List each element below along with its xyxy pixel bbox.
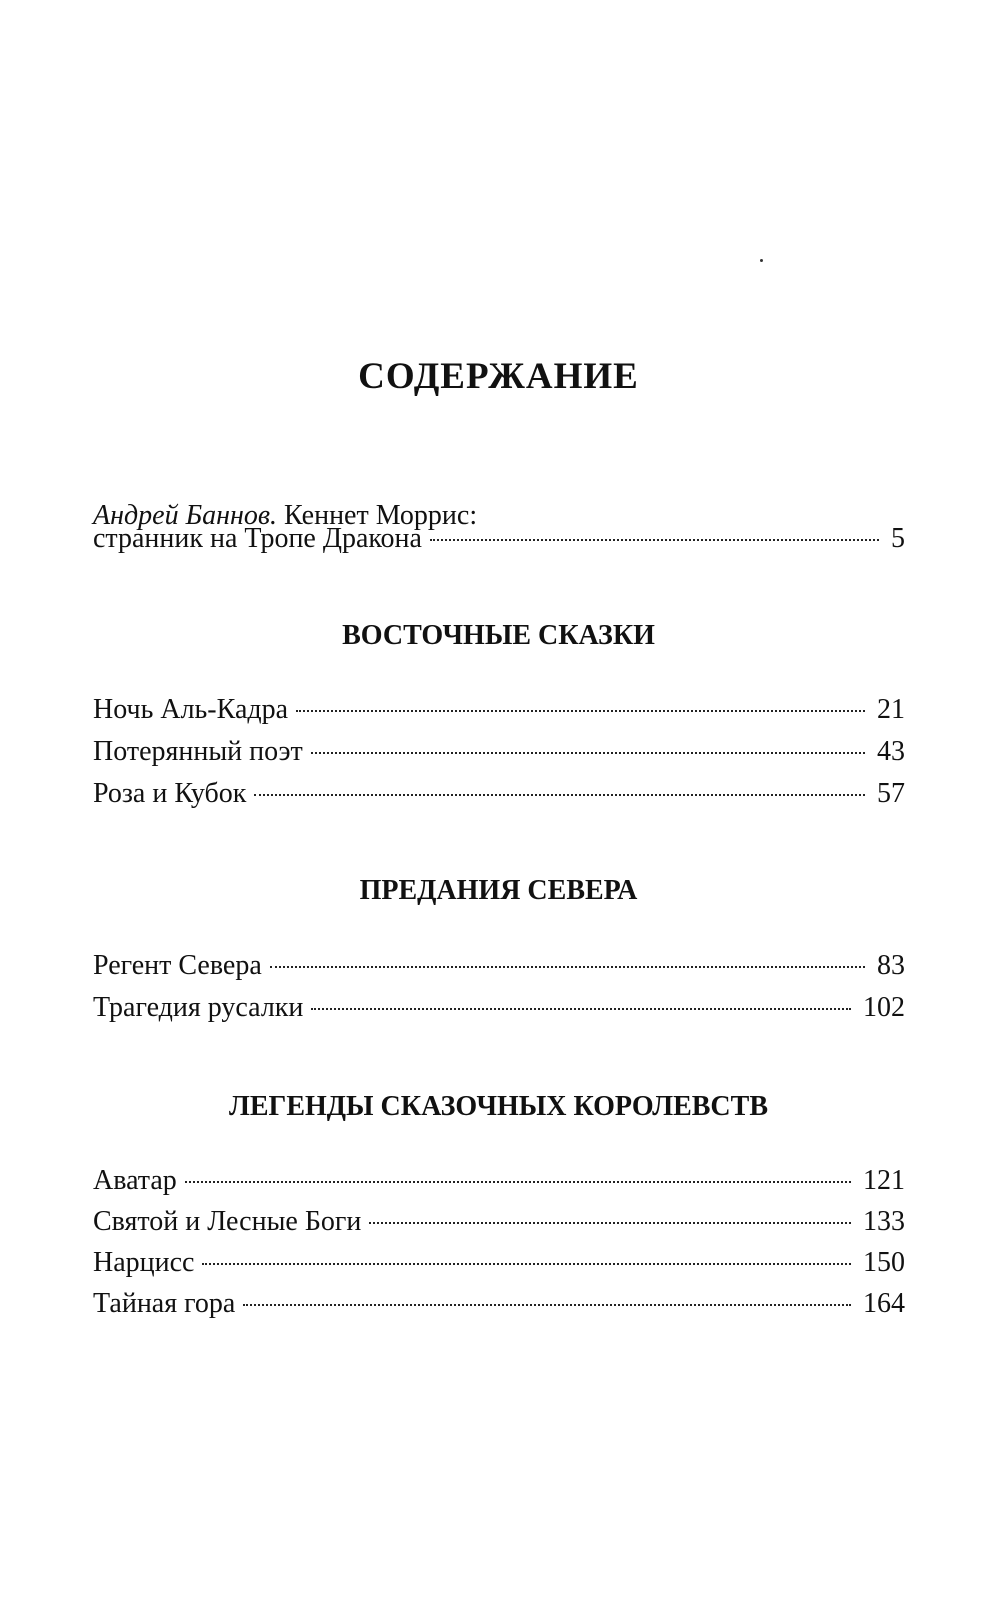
toc-entry-intro[interactable]: [93, 519, 905, 559]
dot-leader: [296, 710, 865, 712]
print-speck: [760, 259, 763, 262]
toc-entry[interactable]: [93, 1243, 905, 1283]
toc-entry-page: 57: [877, 778, 905, 809]
toc-entry-title: Трагедия русалки: [93, 992, 304, 1023]
section-heading-kingdoms: ЛЕГЕНДЫ СКАЗОЧНЫХ КОРОЛЕВСТВ: [228, 1091, 768, 1122]
toc-entry[interactable]: [93, 690, 905, 730]
toc-entry[interactable]: [93, 732, 905, 772]
toc-entry[interactable]: [93, 1161, 905, 1201]
toc-entry-page: 21: [877, 694, 905, 725]
toc-entry-title: Тайная гора: [93, 1288, 236, 1319]
toc-entry-page: 133: [863, 1206, 905, 1237]
dot-leader: [430, 539, 879, 541]
toc-entry-title: Роза и Кубок: [93, 778, 247, 809]
toc-entry-page: 83: [877, 950, 905, 981]
toc-entry-page: 102: [863, 992, 905, 1023]
toc-entry[interactable]: [93, 946, 905, 986]
toc-entry-page: 121: [863, 1165, 905, 1196]
dot-leader: [185, 1181, 851, 1183]
toc-entry[interactable]: [93, 774, 905, 814]
toc-entry-title: Нарцисс: [93, 1247, 195, 1278]
toc-entry-page: 150: [863, 1247, 905, 1278]
intro-title-part1: Кеннет Моррис:: [284, 500, 478, 531]
section-heading-eastern: ВОСТОЧНЫЕ СКАЗКИ: [342, 620, 655, 651]
toc-entry-title: Аватар: [93, 1165, 177, 1196]
toc-entry-page: 164: [863, 1288, 905, 1319]
dot-leader: [254, 794, 865, 796]
intro-author: Андрей Баннов.: [93, 500, 278, 531]
toc-entry[interactable]: [93, 988, 905, 1028]
toc-entry-title: Потерянный поэт: [93, 736, 303, 767]
dot-leader: [243, 1304, 851, 1306]
toc-entry-title: Ночь Аль-Кадра: [93, 694, 289, 725]
dot-leader: [311, 1008, 851, 1010]
section-heading-north: ПРЕДАНИЯ СЕВЕРА: [359, 875, 638, 906]
dot-leader: [202, 1263, 851, 1265]
toc-entry-page: 43: [877, 736, 905, 767]
toc-entry-title: Святой и Лесные Боги: [93, 1206, 362, 1237]
page-title: СОДЕРЖАНИЕ: [358, 356, 639, 397]
dot-leader: [311, 752, 865, 754]
dot-leader: [270, 966, 865, 968]
dot-leader: [369, 1222, 851, 1224]
toc-entry-title: странник на Тропе Дракона: [93, 523, 422, 554]
toc-entry[interactable]: [93, 1284, 905, 1324]
toc-entry[interactable]: [93, 1202, 905, 1242]
toc-entry-title: Регент Севера: [93, 950, 262, 981]
toc-entry-page: 5: [891, 523, 905, 554]
